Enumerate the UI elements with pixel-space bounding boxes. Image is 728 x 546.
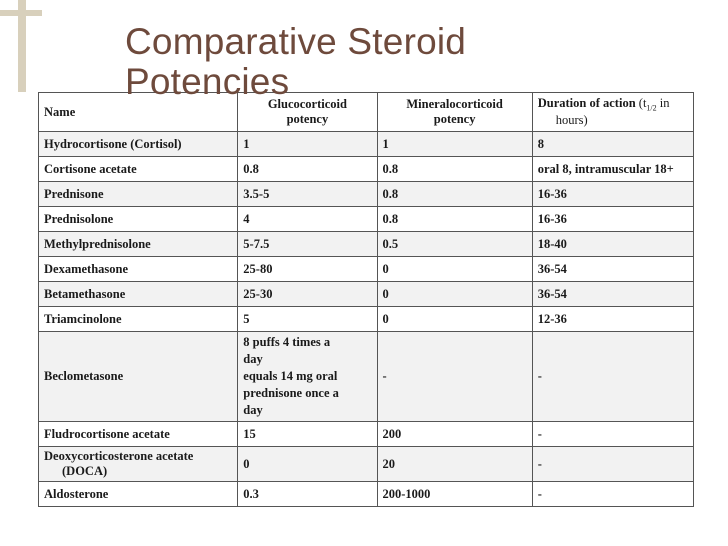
table-row: [39, 422, 694, 447]
cell-mineral: 0: [377, 307, 532, 332]
header-mineral-line2: potency: [433, 112, 476, 126]
cell-name: Prednisone: [39, 182, 238, 207]
cell-gluco: 0.8: [238, 157, 377, 182]
cell-gluco: 25-80: [238, 257, 377, 282]
cell-duration: 16-36: [532, 182, 693, 207]
cell-duration: -: [532, 332, 693, 422]
cell-gluco: 15: [238, 422, 377, 447]
cell-mineral: 1: [377, 132, 532, 157]
table-row: [39, 332, 694, 422]
cell-gluco: 1: [238, 132, 377, 157]
cell-gluco: 5-7.5: [238, 232, 377, 257]
table-row: [39, 182, 694, 207]
table-row: [39, 447, 694, 482]
cell-mineral: 0.5: [377, 232, 532, 257]
header-duration-sub: 1/2: [646, 103, 657, 113]
cell-mineral: 200: [377, 422, 532, 447]
cell-mineral: 0.8: [377, 182, 532, 207]
cell-name: Hydrocortisone (Cortisol): [39, 132, 238, 157]
table-row: [39, 307, 694, 332]
header-mineral-line1: Mineralocorticoid: [406, 97, 503, 111]
header-duration-open: (t: [638, 96, 647, 111]
table-row: [39, 132, 694, 157]
cell-name-line1: Deoxycorticosterone acetate: [44, 449, 194, 463]
header-duration-line2: hours): [555, 112, 588, 127]
cell-gluco: 0.3: [238, 482, 377, 507]
table-row: [39, 257, 694, 282]
cell-duration: 36-54: [532, 257, 693, 282]
cell-gluco: 25-30: [238, 282, 377, 307]
cell-duration: 12-36: [532, 307, 693, 332]
cell-gluco: 3.5-5: [238, 182, 377, 207]
cell-mineral: -: [377, 332, 532, 422]
cell-name: Cortisone acetate: [39, 157, 238, 182]
header-duration-in: in: [656, 96, 670, 111]
table-row: [39, 157, 694, 182]
cell-name: Methylprednisolone: [39, 232, 238, 257]
table-row: [39, 232, 694, 257]
cell-duration: 36-54: [532, 282, 693, 307]
cell-gluco: 0: [238, 447, 377, 482]
title-accent-line: [0, 10, 42, 16]
table-row: [39, 482, 694, 507]
cell-duration: -: [532, 422, 693, 447]
header-name: Name: [39, 93, 238, 132]
cell-duration: oral 8, intramuscular 18+: [532, 157, 693, 182]
title-line-2: Potencies: [125, 61, 290, 102]
cell-name-line2: (DOCA): [62, 464, 108, 478]
cell-duration: 16-36: [532, 207, 693, 232]
cell-mineral: 0: [377, 257, 532, 282]
cell-gluco: 8 puffs 4 times a day equals 14 mg oral prednisone once a day: [238, 332, 377, 422]
cell-name: Prednisolone: [39, 207, 238, 232]
cell-name: Betamethasone: [39, 282, 238, 307]
cell-mineral: 20: [377, 447, 532, 482]
cell-mineral: 200-1000: [377, 482, 532, 507]
cell-name: Fludrocortisone acetate: [39, 422, 238, 447]
cell-duration: -: [532, 482, 693, 507]
header-gluco-line1: Glucocorticoid: [267, 97, 347, 111]
cell-name: [39, 447, 238, 482]
cell-name: Aldosterone: [39, 482, 238, 507]
cell-duration: 8: [532, 132, 693, 157]
cell-name: Dexamethasone: [39, 257, 238, 282]
steroid-potency-table: [38, 92, 694, 507]
cell-gluco: 5: [238, 307, 377, 332]
table-row: [39, 207, 694, 232]
table-row: [39, 282, 694, 307]
cell-mineral: 0.8: [377, 207, 532, 232]
cell-duration: 18-40: [532, 232, 693, 257]
title-line-1: Comparative Steroid: [125, 21, 467, 62]
cell-mineral: 0: [377, 282, 532, 307]
cell-duration: -: [532, 447, 693, 482]
header-duration-bold: Duration of action: [537, 96, 636, 111]
cell-mineral: 0.8: [377, 157, 532, 182]
cell-name: Triamcinolone: [39, 307, 238, 332]
cell-gluco: 4: [238, 207, 377, 232]
slide-title: [125, 22, 685, 102]
cell-name: Beclometasone: [39, 332, 238, 422]
header-gluco-line2: potency: [286, 112, 329, 126]
